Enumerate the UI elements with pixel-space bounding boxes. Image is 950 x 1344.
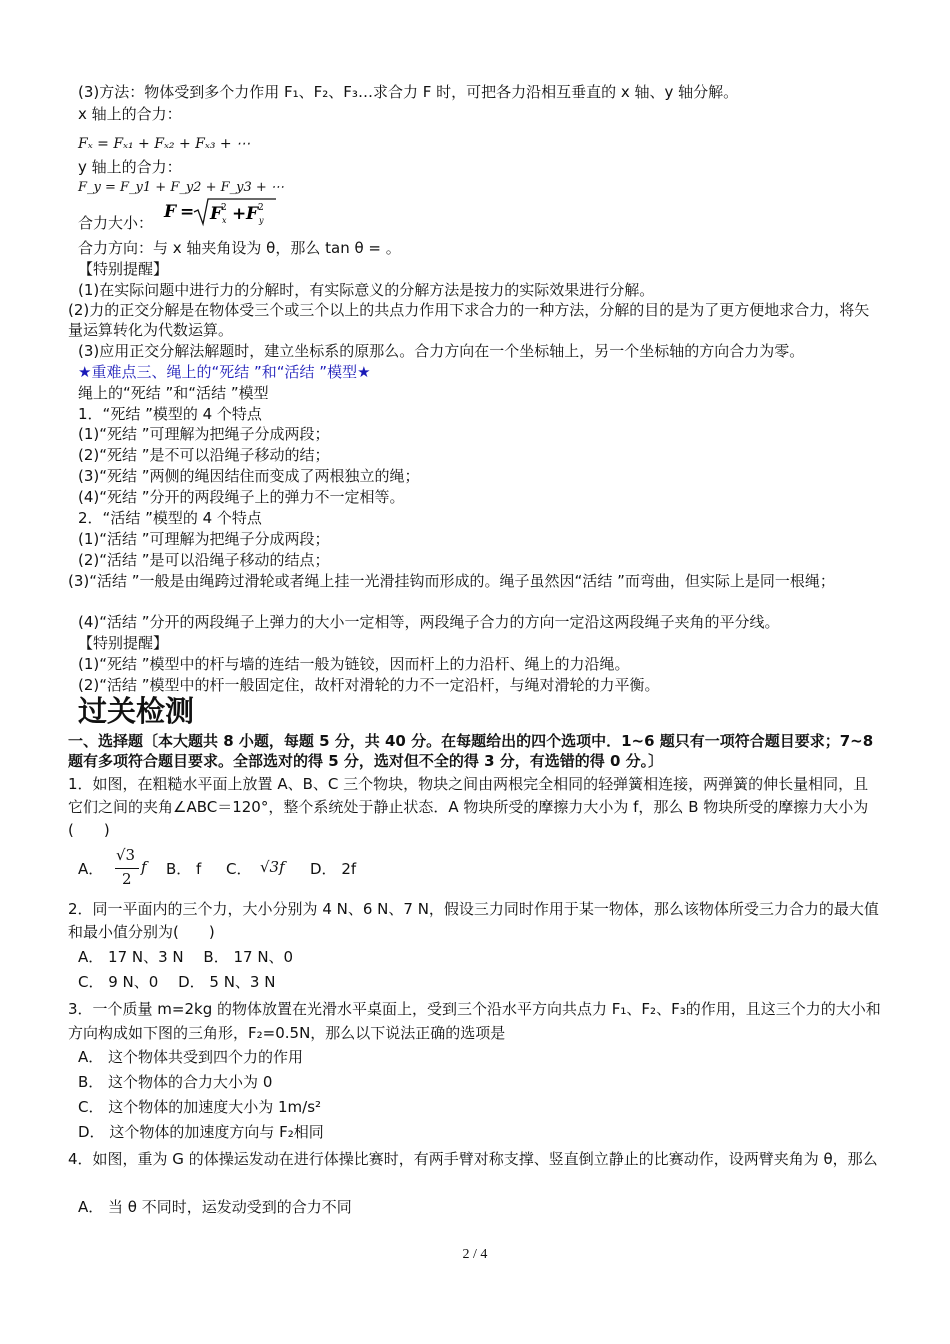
reminder-title-1: 【特别提醒】 [78, 260, 169, 278]
formula-fy-sub: y [259, 216, 264, 225]
q1-stem: 1．如图，在粗糙水平面上放置 A、B、C 三个物块，物块之间由两根完全相同的轻弹簧相连接，两弹簧的伸长量相同，且它们之间的夹角∠ABC＝120°，整个系统处于静止状态．A 物块所受的摩擦力大小为 f，那么 B 物块所受的摩擦力大小为( ) [68, 775, 869, 839]
direction-line: 合力方向：与 x 轴夹角设为 θ，那么 tan θ = 。 [78, 239, 401, 257]
q3-stem: 3．一个质量 m=2kg 的物体放置在光滑水平桌面上，受到三个沿水平方向共点力 F₁、F₂、F₃的作用，且这三个力的大小和方向构成如下图的三角形，F₂=0.5N，那么以下说法正确的选项是 [68, 1000, 881, 1042]
q4-option-a: A． 当 θ 不同时，运发动受到的合力不同 [78, 1198, 352, 1216]
dead-knot-title: 1．“死结 ”模型的 4 个特点 [78, 405, 262, 423]
q4-stem: 4．如图，重为 G 的体操运发动在进行体操比赛时，有两手臂对称支撑、竖直倒立静止的比赛动作，设两臂夹角为 θ，那么 [68, 1150, 878, 1168]
live-knot-1: (1)“活结 ”可理解为把绳子分成两段； [78, 530, 330, 548]
method-line: (3)方法：物体受到多个力作用 F₁、F₂、F₃…求合力 F 时，可把各力沿相互垂直的 x 轴、y 轴分解。 [78, 83, 739, 101]
formula-fy-exp: 2 [258, 203, 264, 213]
q2-options-cd: C． 9 N、0 D． 5 N、3 N [78, 973, 276, 991]
q1-option-a-f: f [141, 858, 147, 876]
q3-option-c: C． 这个物体的加速度大小为 1m/s² [78, 1098, 322, 1116]
knot-model-title: 绳上的“死结 ”和“活结 ”模型 [78, 384, 269, 402]
q1-option-c-value: √3f [260, 858, 285, 876]
q3-option-b: B． 这个物体的合力大小为 0 [78, 1073, 273, 1091]
formula-plus: + [232, 204, 247, 224]
formula-fx-exp: 2 [221, 203, 227, 213]
magnitude-formula [160, 196, 280, 230]
formula-fx-sub: x [222, 216, 227, 225]
reminder-title-2: 【特别提醒】 [78, 634, 169, 652]
q2-stem: 2．同一平面内的三个力，大小分别为 4 N、6 N、7 N，假设三力同时作用于某一物体，那么该物体所受三力合力的最大值和最小值分别为( ) [68, 900, 879, 941]
dead-knot-4: (4)“死结 ”分开的两段绳子上的弹力不一定相等。 [78, 488, 405, 506]
formula-fx: F [210, 204, 223, 224]
q1-option-b: B． f [166, 860, 202, 878]
live-knot-4: (4)“活结 ”分开的两段绳子上弹力的大小一定相等，两段绳子合力的方向一定沿这两段绳子夹角的平分线。 [78, 613, 780, 631]
formula-f: F [164, 202, 177, 222]
q1-options [78, 846, 478, 892]
key-point-title: ★重难点三、绳上的“死结 ”和“活结 ”模型★ [78, 363, 371, 381]
formula-fy: F [246, 204, 259, 224]
reminder-1-3: (3)应用正交分解法解题时，建立坐标系的原那么。合力方向在一个坐标轴上，另一个坐标轴的方向合力为零。 [78, 342, 805, 360]
reminder-1-1: (1)在实际问题中进行力的分解时，有实际意义的分解方法是按力的实际效果进行分解。 [78, 281, 655, 299]
q1-option-a-label: A． [78, 860, 104, 878]
formula-equals: = [180, 202, 195, 222]
live-knot-2: (2)“活结 ”是可以沿绳子移动的结点； [78, 551, 330, 569]
q3-option-a: A． 这个物体共受到四个力的作用 [78, 1048, 304, 1066]
q1-option-c-label: C． [226, 860, 252, 878]
q1-option-d: D． 2f [310, 860, 357, 878]
fy-formula: F_y = F_y1 + F_y2 + F_y3 + ⋯ [78, 180, 284, 195]
reminder-1-2: (2)力的正交分解是在物体受三个或三个以上的共点力作用下求合力的一种方法，分解的目的是为了更方便地求合力，将矢量运算转化为代数运算。 [68, 301, 870, 339]
live-knot-title: 2．“活结 ”模型的 4 个特点 [78, 509, 262, 527]
section-heading: 过关检测 [78, 694, 195, 728]
choice-section-instructions: 一、选择题〔本大题共 8 小题，每题 5 分，共 40 分。在每题给出的四个选项中．1~6 题只有一项符合题目要求；7~8 题有多项符合题目要求。全部选对的得 5 分，选对但不全的得 3 分，有选错的得 0 分。〕 [68, 732, 874, 770]
page-number: 2 / 4 [462, 1247, 488, 1262]
x-axis-label: x 轴上的合力： [78, 105, 182, 123]
q2-options-ab: A． 17 N、3 N B． 17 N、0 [78, 948, 294, 966]
dead-knot-3: (3)“死结 ”两侧的绳因结住而变成了两根独立的绳； [78, 467, 420, 485]
q1-option-a-numerator: √3 [116, 846, 136, 864]
dead-knot-1: (1)“死结 ”可理解为把绳子分成两段； [78, 425, 330, 443]
q1-fraction-bar [115, 868, 139, 869]
reminder-2-2: (2)“活结 ”模型中的杆一般固定住，故杆对滑轮的力不一定沿杆，与绳对滑轮的力平衡。 [78, 676, 660, 694]
live-knot-3: (3)“活结 ”一般是由绳跨过滑轮或者绳上挂一光滑挂钩而形成的。绳子虽然因“活结 ”而弯曲，但实际上是同一根绳； [68, 572, 835, 590]
magnitude-label: 合力大小： [78, 214, 154, 232]
fx-formula: Fₓ = Fₓ₁ + Fₓ₂ + Fₓ₃ + ⋯ [78, 136, 251, 152]
q3-option-d: D． 这个物体的加速度方向与 F₂相同 [78, 1123, 324, 1141]
y-axis-label: y 轴上的合力： [78, 158, 182, 176]
reminder-2-1: (1)“死结 ”模型中的杆与墙的连结一般为链铰，因而杆上的力沿杆、绳上的力沿绳。 [78, 655, 630, 673]
q1-option-a-denominator: 2 [122, 870, 132, 888]
dead-knot-2: (2)“死结 ”是不可以沿绳子移动的结； [78, 446, 330, 464]
